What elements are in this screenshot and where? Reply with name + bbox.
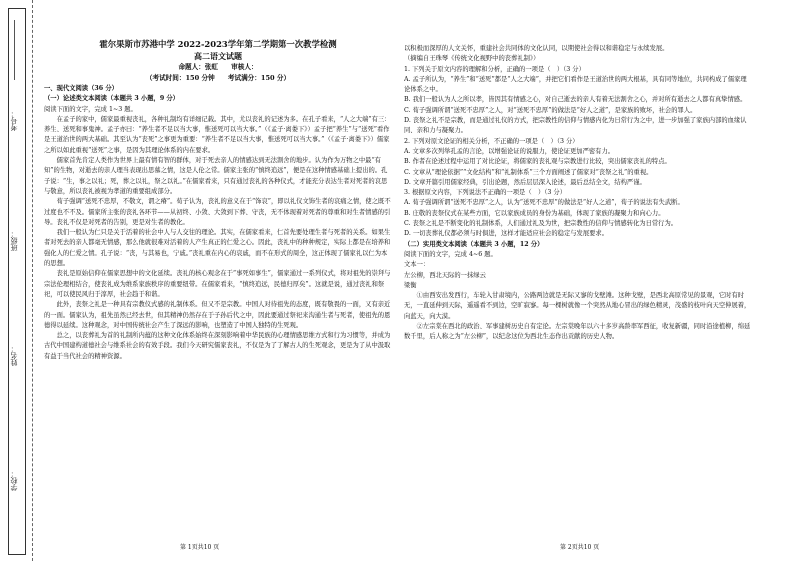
question-3: 3. 根据原文内容，下列说法不正确的一项是（ ）（3 分）: [404, 189, 566, 197]
question-2: 2. 下列对原文论证的相关分析，不正确的一项是（ ）（3 分）: [404, 137, 579, 145]
question-1: 1. 下列关于原文内容的理解和分析，正确的一项是（ ）（3 分）: [404, 65, 585, 73]
source-citation: （摘编自王珠琴《传统文化视野中的丧葬礼制》）: [404, 55, 540, 63]
instruction: 阅读下面的文字，完成 4~6 题。: [404, 250, 497, 258]
option: D. 一切丧葬礼仪都必须与时俱进，这样才能适应社会的稳定与发展要求。: [404, 230, 609, 238]
exam-subtitle: 高二语文试题: [194, 51, 242, 61]
left-column: [44, 38, 392, 535]
exam-title: 霍尔果斯市苏港中学 2022-2023学年第二学期第一次教学检测: [99, 39, 337, 49]
text-author: 梁衡: [404, 281, 417, 289]
subsection-heading: （一）论述类文本阅读（本题共 3 小题，9 分）: [44, 95, 179, 103]
text-label: 文本一：: [404, 261, 430, 269]
subsection-heading: （二）实用类文本阅读（本题共 3 小题，12 分）: [404, 240, 544, 248]
option: A. 荀子强调所谓“送死不忠厚”之人，认为“送死不忠厚”的做法是“好人之道”，荀子的说法有失武断。: [404, 199, 684, 207]
paragraph: 以积极而深厚的人文关怀，重建社会共同体的文化认同，以期使社会得以和谐稳定与永续发展。: [404, 45, 669, 52]
option: A. 文章多次列举孔孟的言论，以增强论证的说服力，使论证更加严密有力。: [404, 147, 615, 155]
exam-authors: 命题人：张虹 审核人：: [178, 63, 258, 71]
option: A. 孟子所认为，“养生”和“送死”都是“人之大端”，并把它们看作是王道治世的两大根基，具有同等地位，共同构成了儒家理论体系之中。: [404, 75, 747, 94]
option: D. 文章开篇引用儒家经典，引出论题，然后层层深入论述，最后总结全文，结构严谨。: [404, 178, 646, 186]
option: B. 作者在论述过程中运用了对比论证，将儒家的丧礼观与宗教进行比较，突出儒家丧礼的特点。: [404, 158, 671, 166]
exam-info: （考试时间：150 分钟 考试满分：150 分）: [145, 74, 291, 82]
option: D. 丧祭之礼不是宗教，而是通过礼仪的方式，把宗教性的信仰与情感内化为日常行为之中，进一步加强了家族内部的血缘认同、亲和力与凝聚力。: [404, 117, 747, 135]
paragraph: 此外，丧祭之礼是一种具有宗教仪式感的礼制体系。但又不是宗教。中国人对待祖先的态度，既有敬畏的一面，又有亲近的一面。儒家认为，祖先虽然已经去世，但其精神仍然存在于子孙后代之中，因此要通过祭祀来沟通生者与死者，使祖先的恩德得以延续。这种观念，对中国传统社会产生了深远的影响，也塑造了中国人独特的生死观。: [44, 301, 391, 329]
instruction: 阅读下面的文字，完成 1~3 题。: [44, 105, 137, 113]
paragraph: 我们一般认为仁只是关于活着的社会中人与人交往的理论。其实，在儒家看来，仁首先要处理生者与死者的关系。如果生者对死去的亲人都毫无情感，那么他就很难对活着的人产生真正的仁爱之心。因此，丧礼中的种种规定，实际上都是在培养和强化人的仁爱之情。孔子说：“丧，与其易也，宁戚。”丧礼重在内心的哀戚，而不在形式的周全，这正体现了儒家礼以仁为本的思想。: [44, 229, 391, 268]
text-title: 左公柳，西北天际的一抹绿云: [404, 271, 486, 279]
paragraph: 在孟子的家中，儒家最重视丧礼，各种礼制均有详细记载。其中，尤以丧礼的记述为多。在孔子看来，“人之大端”有三：养生、送死和事鬼神。孟子亦曰：“养生者不足以当大事，惟送死可以当大事。”（《孟子·离娄下》）孟子把“养生”与“送死”看作是王道治世的两大基础。其至认为“丧死”之事更为重要：“养生者不足以当大事，惟送死可以当大事。”（《孟子·离娄下》）儒家之所以如此重视“送死”之事，是因为其理论体系的内在要求。: [44, 115, 391, 154]
section-heading: 一、现代文阅读（36 分）: [44, 85, 118, 92]
binding-strip: [0, 0, 33, 561]
school-label: 学校：: [10, 470, 18, 491]
binding-line: [14, 20, 15, 80]
name-label: 姓名：: [10, 345, 18, 366]
paragraph: 荀子强调“送死不忠厚，不敬文，谓之瘠”。荀子认为，丧礼的意义在于“饰哀”，即以礼仪文饰生者的哀痛之情，使之既不过度也不不及。儒家所主张的丧礼各环节——从初终、小敛、大敛到下葬、守丧，无不体现着对死者的尊重和对生者情感的引导。丧礼不仅是对死者的告别，更是对生者的教化。: [44, 198, 391, 226]
paragraph: 总之，以丧葬礼为首的礼制所内蕴的这种文化体系始终在深刻影响着中华民族的心理情感思维方式和行为习惯等，并成为古代中国建构道德社会与维系社会的有效手段。我们今天研究儒家丧礼，不仅是为了了解古人的生死观念，更是为了从中汲取有益于当代社会的精神资源。: [44, 332, 391, 360]
class-label: 班级：: [10, 230, 18, 251]
option: C. 荀子强调所谓“送死不忠厚”之人，对“送死不忠厚”的做法是“好人之道”，是家族的败坏，社会的罪人。: [404, 106, 697, 114]
exam-number-label: 考号：: [10, 110, 18, 131]
paragraph: ①由西安出发西行，车轮入甘肃境内，公路两边就是无际又寥的戈壁滩。这种戈壁，是西北高原常见的景观，它时有时无，一直延伸到天际，遥遥看不到边，空旷寂寥。每一棵树就像一个突然从地心冒出的绿色精灵，茂盛的枝叶向天空伸展着，向蓝天，向大漠。: [404, 292, 751, 320]
page-number-right: 第 2页共10 页: [560, 544, 600, 551]
paragraph: 丧礼是原始信仰在儒家思想中的文化延续。丧礼的核心观念在于“事死如事生”，儒家通过一系列仪式，将对祖先的崇拜与宗法伦理相结合，使丧礼成为维系家族秩序的重要纽带。在儒家看来，“慎终追远，民德归厚矣”。这就是说，通过丧礼和祭祀，可以使民风归于淳厚，社会趋于和谐。: [44, 270, 391, 298]
option: C. 文章从“理论依据”“文化结构”和“礼制体系”三个方面阐述了儒家对“丧祭之礼”的重视。: [404, 168, 653, 176]
paragraph: ②左宗棠在西北的政治、军事建树历史自有定论。左宗棠晚年以六十多岁高龄率军西征，收复新疆，同时沿途植柳，绵延数千里，后人称之为“左公柳”，以纪念这位为西北生态作出贡献的历史人物。: [404, 323, 751, 341]
option: B. 庄敬的丧祭仪式在某些方面，它以家族成员的身份为基础，体现了家族的凝聚力和向心力。: [404, 209, 665, 217]
option: C. 丧祭之礼是不断变化的礼制体系，人们通过礼及为世，把宗教性的信仰与情感转化为日常行为。: [404, 220, 678, 228]
paragraph: 儒家首先肯定人类作为世界上最有情有智的群体，对于死去亲人的情感达到无法割舍的地步。认为作为万物之中最“有知”的生物，对逝去的亲人理当表现出思慕之情，这是人伦之常。儒家主张的“慎终追远”，便是在这种情感基础上提出的。孔子说：“生，事之以礼；死，葬之以礼，祭之以礼。”在儒家看来，只有通过丧礼的各种仪式，才能充分表达生者对死者的哀思与敬意，所以丧礼被视为孝道的重要组成部分。: [44, 157, 388, 195]
page-number-left: 第 1页共10 页: [180, 544, 220, 551]
option: B. 我们一般认为人之所以孝，皆因其有情感之心，对自己逝去的亲人有着无法割舍之心，并对所有逝去之人都有真挚情感。: [404, 96, 747, 104]
right-column: [404, 44, 752, 535]
